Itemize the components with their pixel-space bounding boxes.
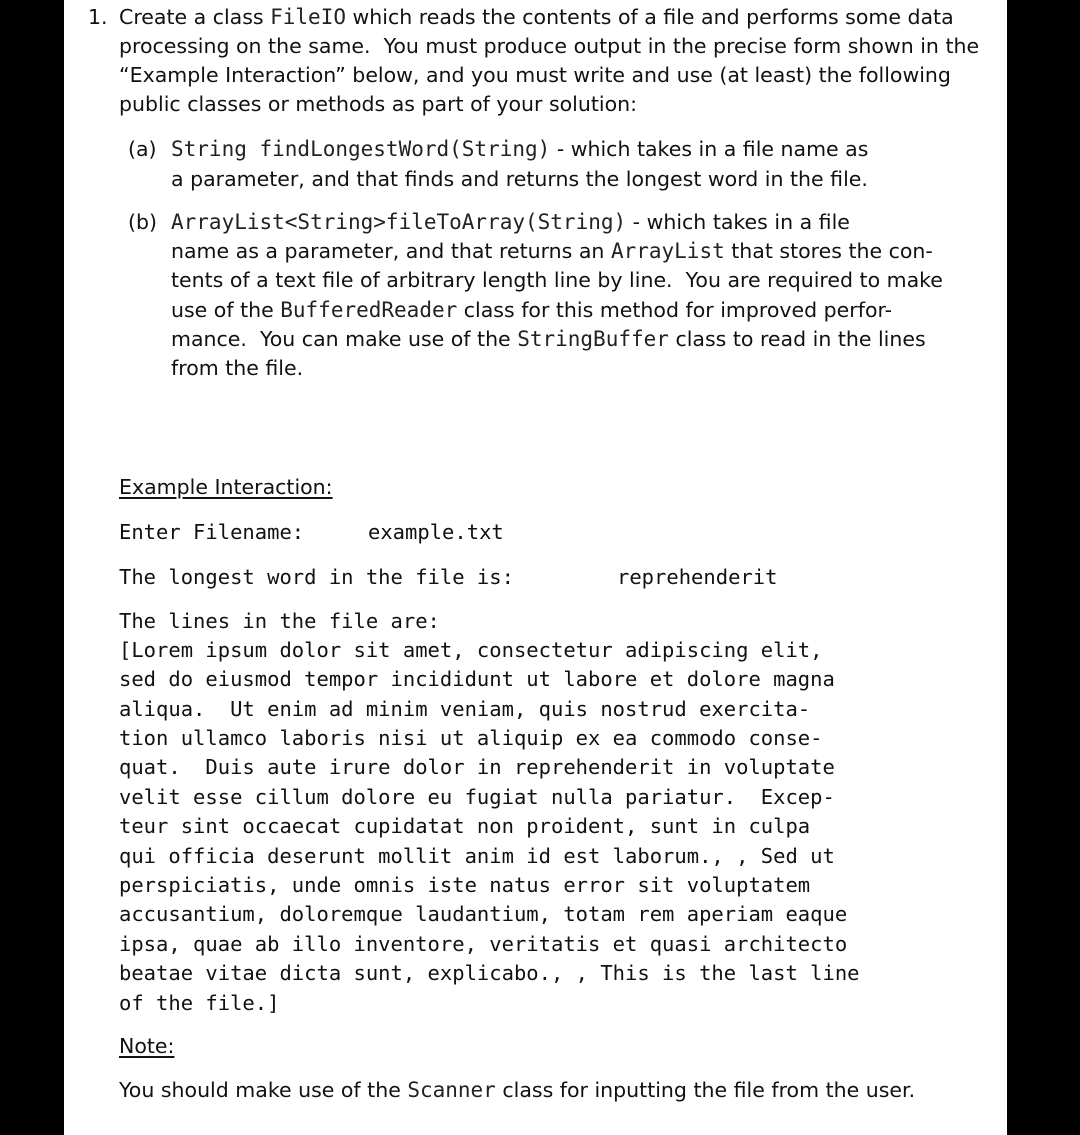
inline-code: ArrayList<String>fileToArray(String)	[171, 210, 627, 234]
text-run: class for this method for improved perfor-	[457, 298, 892, 322]
example-heading: Example Interaction:	[119, 475, 333, 499]
text-run: Create a class	[119, 5, 271, 29]
prompt-value: example.txt	[368, 520, 504, 544]
text-run: that stores the con-	[724, 239, 933, 263]
text-run: from the file.	[171, 356, 304, 380]
longest-value: reprehenderit	[617, 565, 778, 589]
text-run: “Example Interaction” below, and you must write and use (at least) the following	[119, 63, 951, 87]
file-line: ipsa, quae ab illo inventore, veritatis et quasi architecto	[119, 932, 848, 956]
text-run: You should make use of the	[119, 1078, 408, 1102]
right-black-border	[1007, 0, 1080, 1135]
file-line: beatae vitae dicta sunt, explicabo., , This is the last line	[119, 961, 860, 985]
text-run: class for inputting the file from the user.	[495, 1078, 916, 1102]
item-label: (b)	[128, 210, 158, 234]
item-line	[171, 210, 850, 234]
file-line: quat. Duis aute irure dolor in reprehenderit in voluptate	[119, 755, 835, 779]
file-line: sed do eiusmod tempor incididunt ut labore et dolore magna	[119, 667, 835, 691]
item-line	[171, 239, 933, 263]
item-line	[171, 268, 943, 292]
file-line: qui officia deserunt mollit anim id est laborum., , Sed ut	[119, 844, 835, 868]
note-text	[119, 1078, 915, 1102]
inline-code: BufferedReader	[280, 298, 458, 322]
file-line: accusantium, doloremque laudantium, totam rem aperiam eaque	[119, 902, 848, 926]
intro-line	[119, 92, 637, 116]
note-heading: Note:	[119, 1034, 175, 1058]
item-line	[171, 356, 303, 380]
text-run: - which takes in a file name as	[550, 137, 869, 161]
longest-label: The longest word in the file is:	[119, 565, 514, 589]
text-run: which reads the contents of a file and performs some data	[345, 5, 954, 29]
intro-line	[119, 5, 954, 29]
inline-code: String findLongestWord(String)	[171, 137, 551, 161]
inline-code: Scanner	[407, 1078, 496, 1102]
text-run: processing on the same. You must produce output in the precise form shown in the	[119, 34, 980, 58]
inline-code: ArrayList	[610, 239, 725, 263]
prompt-label: Enter Filename:	[119, 520, 305, 544]
item-label: (a)	[128, 137, 157, 161]
intro-line	[119, 34, 979, 58]
intro-line	[119, 63, 951, 87]
file-line: tion ullamco laboris nisi ut aliquip ex ea commodo conse-	[119, 726, 823, 750]
question-number: 1.	[88, 5, 108, 29]
file-line: velit esse cillum dolore eu fugiat nulla pariatur. Excep-	[119, 785, 835, 809]
file-line: [Lorem ipsum dolor sit amet, consectetur adipiscing elit,	[119, 638, 823, 662]
file-line: teur sint occaecat cupidatat non proident, sunt in culpa	[119, 814, 811, 838]
text-run: use of the	[171, 298, 281, 322]
item-line	[171, 298, 892, 322]
text-run: a parameter, and that finds and returns the longest word in the file.	[171, 167, 868, 191]
inline-code: StringBuffer	[517, 327, 669, 351]
file-line: of the file.]	[119, 991, 280, 1015]
text-run: - which takes in a file	[626, 210, 850, 234]
text-run: class to read in the lines	[668, 327, 926, 351]
document-page	[64, 0, 1007, 1135]
text-run: tents of a text file of arbitrary length line by line. You are required to make	[171, 268, 943, 292]
left-black-border	[0, 0, 64, 1135]
item-line	[171, 167, 868, 191]
inline-code: FileIO	[270, 5, 346, 29]
lines-label: The lines in the file are:	[119, 609, 440, 633]
text-run: mance. You can make use of the	[171, 327, 518, 351]
text-run: public classes or methods as part of your solution:	[119, 92, 638, 116]
text-run: name as a parameter, and that returns an	[171, 239, 611, 263]
item-line	[171, 327, 926, 351]
file-line: aliqua. Ut enim ad minim veniam, quis nostrud exercita-	[119, 697, 811, 721]
item-line	[171, 137, 868, 161]
file-line: perspiciatis, unde omnis iste natus error sit voluptatem	[119, 873, 811, 897]
